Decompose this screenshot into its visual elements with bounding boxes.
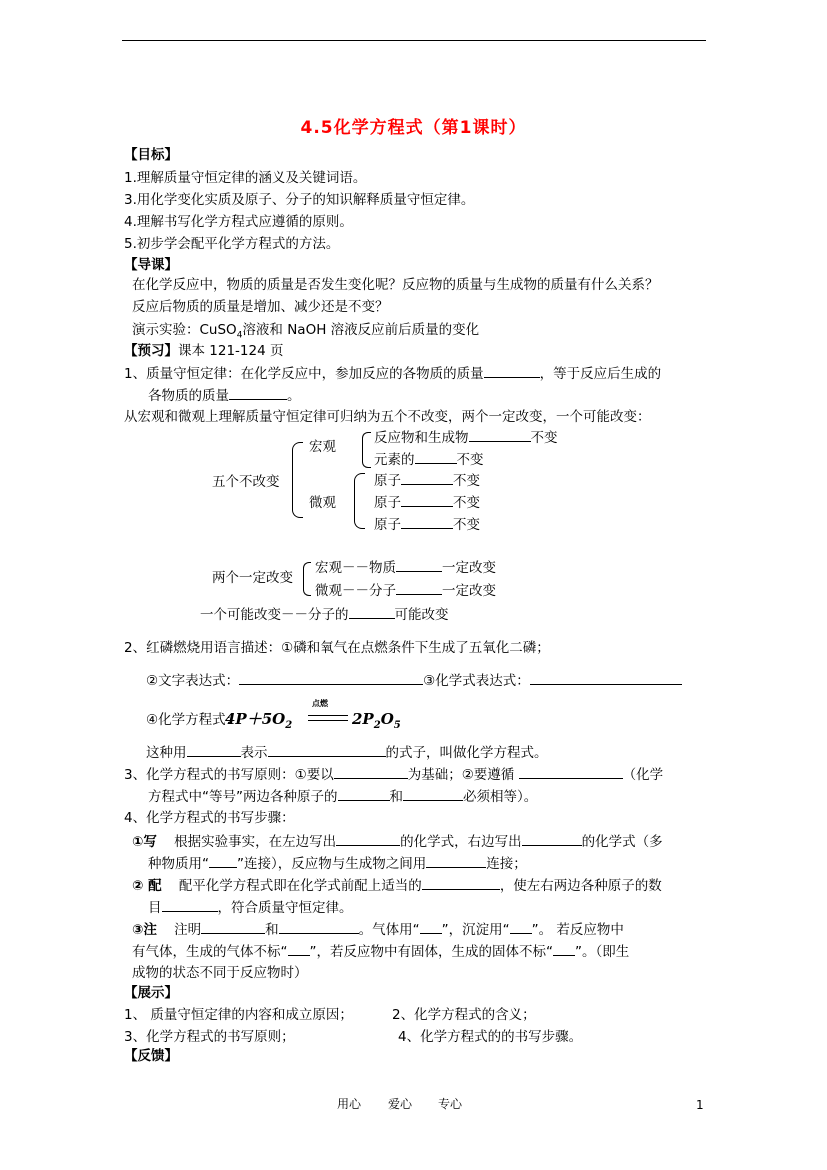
macro-item: 反应物和生成物 不变 — [374, 430, 558, 446]
page-number: 1 — [696, 1098, 704, 1112]
micro-label: 微观 — [309, 495, 336, 511]
guide-text: 反应后物质的质量是增加、减少还是不变？ — [132, 299, 389, 315]
q1-line: 各物质的质量 。 — [148, 388, 301, 404]
guide-heading: 【导课】 — [124, 257, 178, 273]
equation-equals — [308, 715, 348, 721]
step-write: 种物质用“ ”连接），反应物与生成物之间用 连接； — [148, 856, 527, 872]
preview-heading: 【预习】课本 121-124 页 — [124, 343, 284, 359]
feedback-heading: 【反馈】 — [124, 1048, 178, 1064]
q2-line: 2、红磷燃烧用语言描述：①磷和氧气在点燃条件下生成了五氧化二磷； — [124, 640, 550, 656]
step-balance: 目 ，符合质量守恒定律。 — [148, 900, 353, 916]
micro-item: 原子 不变 — [374, 495, 480, 511]
q3-line: 方程式中“等号”两边各种原子的 和 必须相等）。 — [148, 789, 538, 805]
display-item: 4、化学方程式的的书写步骤。 — [398, 1029, 583, 1045]
step-write: ①写 根据实验事实，在左边写出 的化学式，右边写出 的化学式（多 — [132, 834, 663, 850]
equation-condition: 点燃 — [312, 699, 328, 708]
two-changed-label: 两个一定改变 — [212, 570, 293, 586]
footer-motto: 爱心 — [388, 1097, 413, 1111]
two-item: 宏观－－物质 一定改变 — [315, 560, 496, 576]
display-item: 3、化学方程式的书写原则； — [124, 1029, 295, 1045]
brace-micro — [354, 473, 365, 529]
q2-equation-label: ④化学方程式： — [146, 712, 240, 728]
step-note: 有气体，生成的气体不标“ ”，若反应物中有固体，生成的固体不标“ ”。（即生 — [132, 944, 630, 960]
footer-motto: 用心 — [337, 1097, 362, 1111]
page-title: 4.5化学方程式（第1课时） — [300, 118, 527, 138]
guide-text: 在化学反应中，物质的质量是否发生变化呢？反应物的质量与生成物的质量有什么关系？ — [132, 277, 659, 293]
display-item: 2、化学方程式的含义； — [392, 1007, 536, 1023]
q4-line: 4、化学方程式的书写步骤： — [124, 810, 295, 826]
step-note: 成物的状态不同于反应物时） — [132, 965, 308, 981]
display-item: 1、 质量守恒定律的内容和成立原因； — [124, 1007, 353, 1023]
goal-item: 5.初步学会配平化学方程式的方法。 — [124, 236, 340, 252]
brace-two — [303, 562, 311, 596]
display-heading: 【展示】 — [124, 985, 178, 1001]
goal-item: 1.理解质量守恒定律的涵义及关键词语。 — [124, 170, 367, 186]
step-balance: ② 配 配平化学方程式即在化学式前配上适当的 ，使左右两边各种原子的数 — [132, 878, 662, 894]
footer-motto: 专心 — [438, 1097, 463, 1111]
two-item: 微观－－分子 一定改变 — [315, 583, 496, 599]
header-rule — [122, 40, 706, 41]
q2-definition: 这种用 表示 的式子，叫做化学方程式。 — [146, 745, 548, 761]
demo-experiment: 演示实验：CuSO$_4$溶液和 NaOH 溶液反应前后质量的变化 — [132, 322, 480, 341]
q1-summary: 从宏观和微观上理解质量守恒定律可归纳为五个不改变，两个一定改变，一个可能改变： — [124, 409, 651, 425]
step-note: ③注 注明 和 。气体用“ ”，沉淀用“ ”。 若反应物中 — [132, 922, 624, 938]
five-unchanged-label: 五个不改变 — [212, 474, 280, 490]
macro-item: 元素的 不变 — [374, 452, 484, 468]
one-possible-line: 一个可能改变－－分子的 可能改变 — [200, 607, 449, 623]
micro-item: 原子 不变 — [374, 517, 480, 533]
q1-line: 1、质量守恒定律：在化学反应中，参加反应的各物质的质量 ，等于反应后生成的 — [124, 366, 662, 382]
macro-label: 宏观 — [309, 439, 336, 455]
q2-expressions: ②文字表达式： ③化学式表达式： — [146, 672, 682, 689]
brace-five — [292, 442, 303, 518]
goal-item: 3.用化学变化实质及原子、分子的知识解释质量守恒定律。 — [124, 192, 475, 208]
equation-right: $2P_2O_5$ — [352, 710, 401, 731]
brace-macro — [362, 432, 371, 468]
equation-left: $4P+5O_2$ — [225, 710, 293, 731]
goals-heading: 【目标】 — [124, 147, 178, 163]
q3-line: 3、化学方程式的书写原则：①要以 为基础；②要遵循 （化学 — [124, 767, 664, 783]
micro-item: 原子 不变 — [374, 473, 480, 489]
goal-item: 4.理解书写化学方程式应遵循的原则。 — [124, 214, 353, 230]
